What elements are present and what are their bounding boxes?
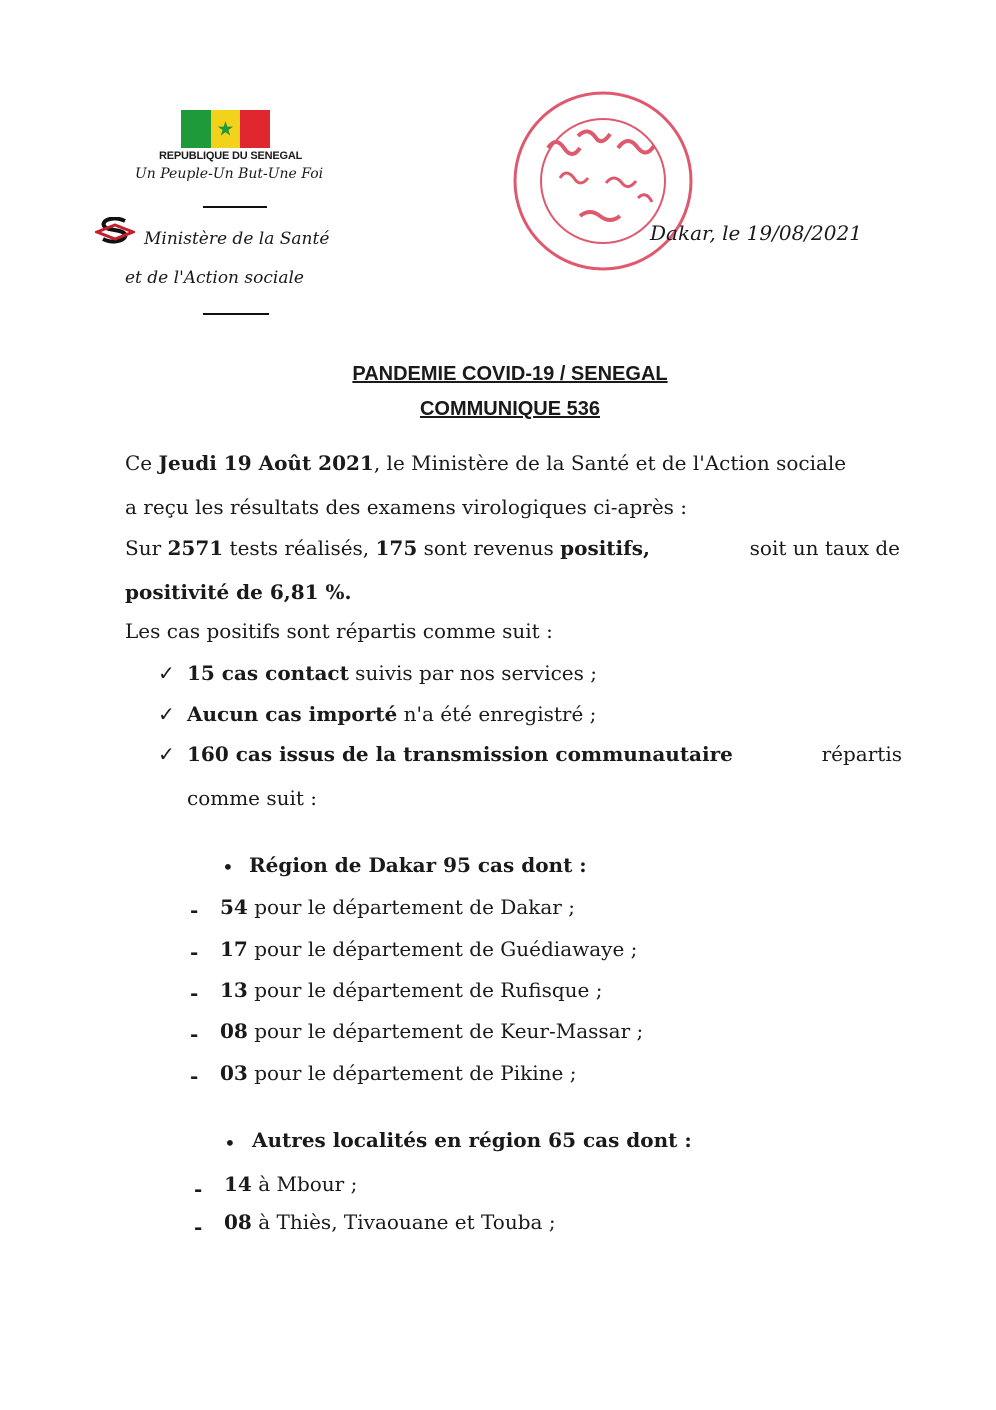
dakar-heading: Région de Dakar 95 cas dont :	[249, 853, 587, 877]
list-item: 160 cas issus de la transmission communautaire répartis	[187, 742, 902, 766]
flag-band-green	[181, 110, 211, 148]
ministry-divider	[203, 313, 269, 315]
text-prefix: Ce	[125, 451, 159, 475]
report-date: Jeudi 19 Août 2021	[158, 451, 374, 475]
dash-icon: -	[194, 1215, 203, 1239]
positive-label: positifs,	[560, 536, 650, 560]
dash-icon: -	[190, 898, 199, 922]
dakar-item: 13 pour le département de Rufisque ;	[220, 978, 603, 1002]
ministry-name-line2: et de l'Action sociale	[125, 268, 304, 288]
positivity-rate: positivité de 6,81 %.	[125, 580, 352, 604]
document-date: Dakar, le 19/08/2021	[650, 221, 862, 245]
dash-icon: -	[190, 981, 199, 1005]
dakar-item: 08 pour le département de Keur-Massar ;	[220, 1019, 644, 1043]
official-stamp	[508, 88, 698, 274]
intro-line-1	[125, 451, 846, 475]
others-item: 08 à Thiès, Tivaouane et Touba ;	[224, 1210, 556, 1234]
intro-line-3	[125, 536, 900, 560]
others-item: 14 à Mbour ;	[224, 1172, 358, 1196]
flag-band-red	[240, 110, 270, 148]
senegal-flag	[181, 110, 270, 148]
dakar-item: 03 pour le département de Pikine ;	[220, 1061, 577, 1085]
list-item: Aucun cas importé n'a été enregistré ;	[187, 702, 597, 726]
ministry-name-line1: Ministère de la Santé	[144, 229, 330, 249]
check-icon: ✓	[158, 702, 175, 726]
dash-icon: -	[194, 1177, 203, 1201]
ministry-logo-icon	[95, 217, 135, 247]
dash-icon: -	[190, 1064, 199, 1088]
flag-band-yellow	[211, 110, 241, 148]
check-icon: ✓	[158, 742, 175, 766]
star-icon: ★	[216, 116, 235, 141]
text-rest: , le Ministère de la Santé et de l'Action sociale	[373, 451, 847, 475]
tests-count: 2571	[167, 536, 224, 560]
header-divider	[203, 206, 267, 208]
bullet-icon: •	[224, 1131, 236, 1155]
dakar-item: 54 pour le département de Dakar ;	[220, 895, 575, 919]
bullet-icon: •	[222, 855, 234, 879]
dakar-item: 17 pour le département de Guédiawaye ;	[220, 937, 638, 961]
check-icon: ✓	[158, 661, 175, 685]
positive-count: 175	[375, 536, 418, 560]
list-item-continuation: comme suit :	[187, 786, 318, 810]
dash-icon: -	[190, 1022, 199, 1046]
republic-label: REPUBLIQUE DU SENEGAL	[159, 150, 303, 162]
others-heading: Autres localités en région 65 cas dont :	[252, 1128, 692, 1152]
national-motto: Un Peuple-Un But-Une Foi	[135, 166, 324, 182]
intro-line-2: a reçu les résultats des examens virologiques ci-après :	[125, 495, 688, 519]
cases-intro: Les cas positifs sont répartis comme suit :	[125, 619, 553, 643]
communique-number: COMMUNIQUE 536	[419, 398, 601, 420]
list-item: 15 cas contact suivis par nos services ;	[187, 661, 597, 685]
document-title: PANDEMIE COVID-19 / SENEGAL	[352, 363, 668, 385]
dash-icon: -	[190, 940, 199, 964]
rate-prefix: soit un taux de	[749, 536, 900, 560]
tests-summary: Sur 2571 tests réalisés, 175 sont revenus positifs,	[125, 536, 650, 560]
